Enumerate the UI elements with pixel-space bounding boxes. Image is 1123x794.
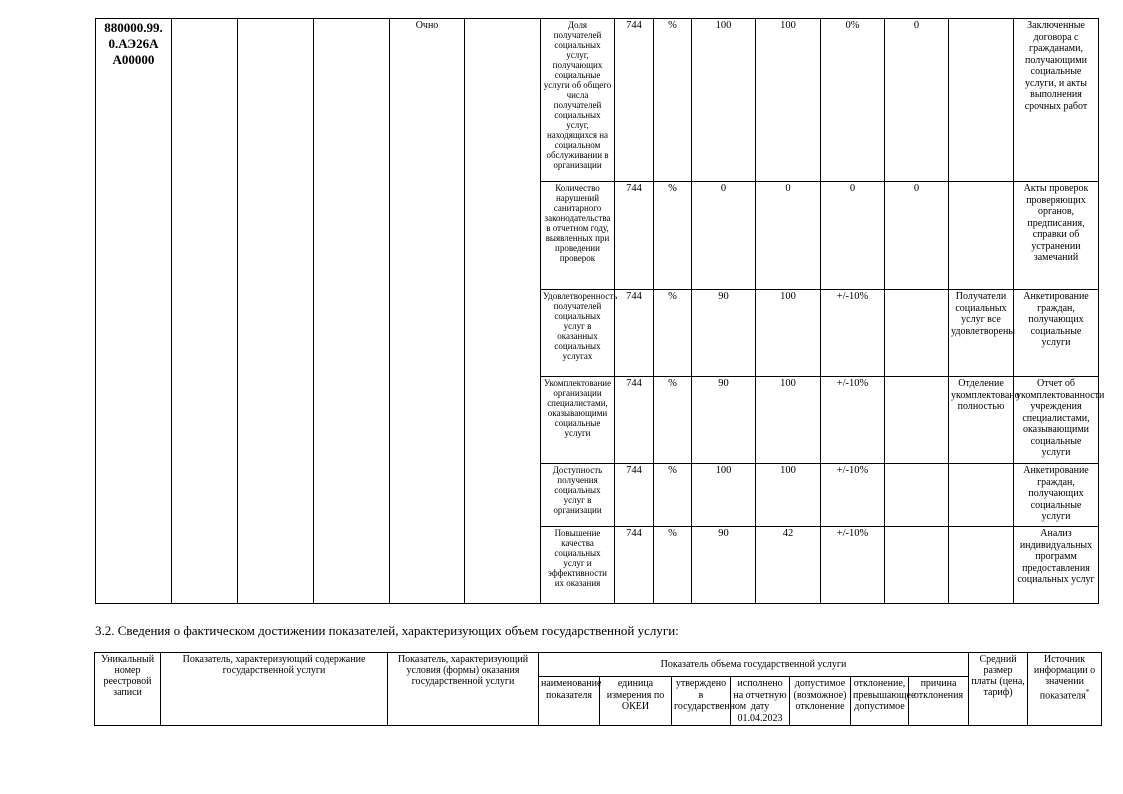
header-info-source-text: Источник информации о значении показателя [1033, 654, 1096, 702]
allowed-deviation: +/-10% [821, 377, 885, 464]
table-row [96, 19, 1099, 182]
allowed-deviation: +/-10% [821, 290, 885, 377]
indicator-name: Доля получателей социальных услуг, получающих социальные услуги об общего числа получателей социальных услуг, находящихся на социальном обслуживании в организации [541, 19, 615, 182]
okei-code: 744 [615, 527, 654, 604]
footnote-mark: * [1085, 688, 1090, 696]
indicator-name: Удовлетворенность получателей социальных услуг в оказанных социальных услугах [541, 290, 615, 377]
info-source: Анализ индивидуальных программ предоставления социальных услуг [1014, 527, 1099, 604]
actual-value: 100 [756, 19, 821, 182]
header-deviation-reason: причина отклонения [909, 677, 969, 726]
header-content-indicator: Показатель, характеризующий содержание государственной услуги [161, 653, 388, 726]
allowed-deviation: 0% [821, 19, 885, 182]
header-average-fee: Средний размер платы (цена, тариф) [969, 653, 1028, 726]
info-source: Заключенные договора с гражданами, получающими социальные услуги, и акты выполнения срочных работ [1014, 19, 1099, 182]
deviation-reason: Получатели социальных услуг все удовлетворены [949, 290, 1014, 377]
deviation-reason [949, 182, 1014, 290]
okei-code: 744 [615, 377, 654, 464]
actual-value: 100 [756, 377, 821, 464]
excess-deviation [885, 377, 949, 464]
excess-deviation: 0 [885, 19, 949, 182]
approved-value: 90 [692, 527, 756, 604]
table-header-row [95, 653, 1102, 677]
quality-indicators-body [96, 19, 1105, 604]
excess-deviation [885, 464, 949, 527]
deviation-reason [949, 527, 1014, 604]
indicator-name: Доступность получения социальных услуг в организации [541, 464, 615, 527]
okei-code: 744 [615, 464, 654, 527]
header-conditions-indicator: Показатель, характеризующий условия (формы) оказания государственной услуги [388, 653, 539, 726]
content-indicator-3 [314, 19, 390, 604]
deviation-reason [949, 19, 1014, 182]
info-source: Отчет об укомплектованности учреждения специалистами, оказывающими социальные услуги [1014, 377, 1099, 464]
allowed-deviation: +/-10% [821, 464, 885, 527]
info-source: Анкетирование граждан, получающих социальные услуги [1014, 290, 1099, 377]
allowed-deviation: +/-10% [821, 527, 885, 604]
header-registry-number: Уникальный номер реестровой записи [95, 653, 161, 726]
actual-value: 100 [756, 290, 821, 377]
volume-indicators-head [95, 653, 1102, 726]
quality-indicators-table [95, 18, 1105, 604]
registry-number-text: 880000.99. 0.АЭ26А А00000 [104, 20, 163, 67]
indicator-name: Количество нарушений санитарного законодательства в отчетном году, выявленных при проведении проверок [541, 182, 615, 290]
indicator-name: Повышение качества социальных услуг и эффективности их оказания [541, 527, 615, 604]
deviation-reason: Отделение укомплектовано полностью [949, 377, 1014, 464]
header-approved: утверждено в государственном [672, 677, 731, 726]
info-source: Акты проверок проверяющих органов, предписания, справки об устранении замечаний [1014, 182, 1099, 290]
actual-value: 42 [756, 527, 821, 604]
unit: % [654, 290, 692, 377]
header-allowed-deviation: допустимое (возможное) отклонение [790, 677, 851, 726]
header-info-source [1028, 653, 1102, 726]
unit: % [654, 527, 692, 604]
approved-value: 0 [692, 182, 756, 290]
header-unit-okei: единица измерения по ОКЕИ [600, 677, 672, 726]
service-form: Очно [390, 19, 465, 604]
actual-value: 0 [756, 182, 821, 290]
header-excess-deviation: отклонение, превышающее допустимое [851, 677, 909, 726]
excess-deviation [885, 527, 949, 604]
approved-value: 90 [692, 290, 756, 377]
excess-deviation: 0 [885, 182, 949, 290]
header-actual: исполнено на отчетную дату 01.04.2023 [731, 677, 790, 726]
volume-indicators-table [94, 652, 1102, 726]
registry-number [96, 19, 172, 604]
allowed-deviation: 0 [821, 182, 885, 290]
section-heading: 3.2. Сведения о фактическом достижении показателей, характеризующих объем государственной услуги: [95, 623, 679, 638]
unit: % [654, 19, 692, 182]
okei-code: 744 [615, 19, 654, 182]
header-volume-indicator: Показатель объема государственной услуги [539, 653, 969, 677]
approved-value: 100 [692, 464, 756, 527]
deviation-reason [949, 464, 1014, 527]
indicator-name: Укомплектование организации специалистами, оказывающими социальные услуги [541, 377, 615, 464]
unit: % [654, 377, 692, 464]
okei-code: 744 [615, 182, 654, 290]
content-indicator-1 [172, 19, 238, 604]
approved-value: 100 [692, 19, 756, 182]
header-indicator-name: наименование показателя [539, 677, 600, 726]
unit: % [654, 464, 692, 527]
content-indicator-2 [238, 19, 314, 604]
excess-deviation [885, 290, 949, 377]
okei-code: 744 [615, 290, 654, 377]
approved-value: 90 [692, 377, 756, 464]
unit: % [654, 182, 692, 290]
actual-value: 100 [756, 464, 821, 527]
condition-indicator-2 [465, 19, 541, 604]
info-source: Анкетирование граждан, получающих социальные услуги [1014, 464, 1099, 527]
